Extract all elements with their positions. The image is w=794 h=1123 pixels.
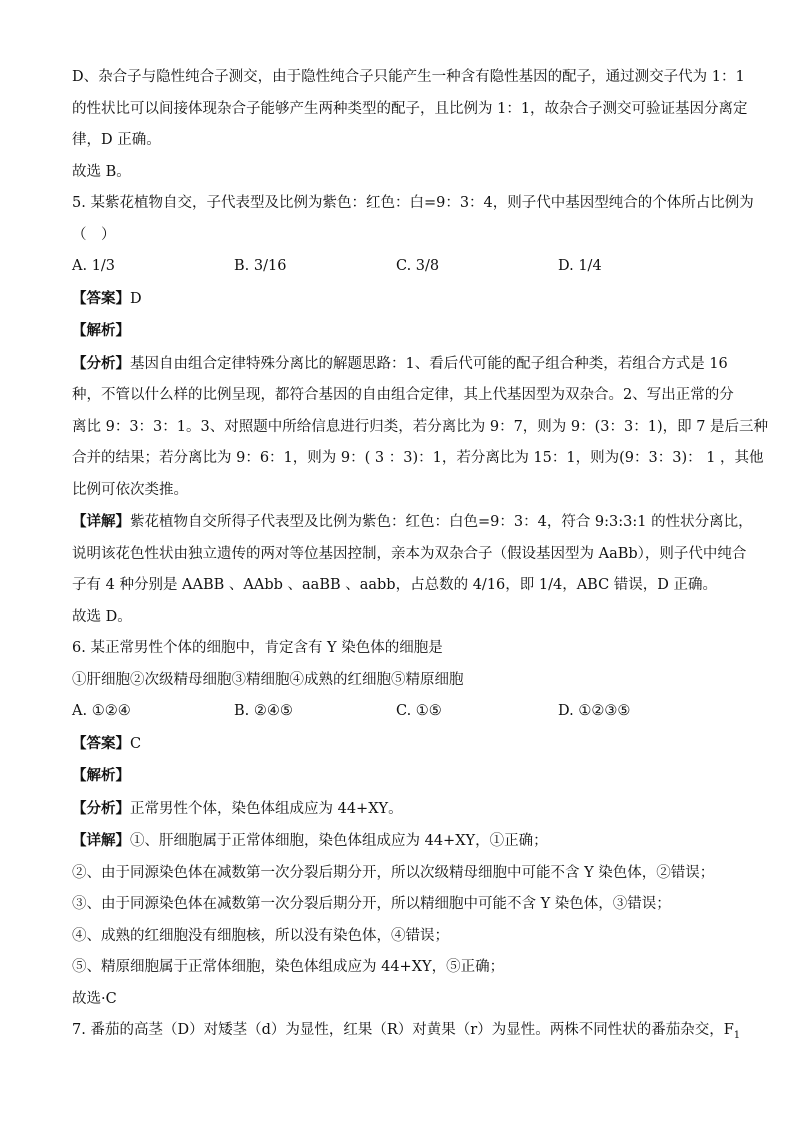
q4-option-d-line-3: 律，D 正确。 xyxy=(72,132,161,148)
q6-stem-line-2: ①肝细胞②次级精母细胞③精细胞④成熟的红细胞⑤精原细胞 xyxy=(72,671,464,688)
q5-option-c: C. 3/8 xyxy=(396,258,440,274)
q6-xiangjie-line-4: ④、成熟的红细胞没有细胞核，所以没有染色体，④错误； xyxy=(72,927,449,944)
q6-answer xyxy=(72,728,722,761)
xiangjie-text: 紫花植物自交所得子代表型及比例为紫色：红色：白色=9：3：4，符合 9:3:3:1 的性状分离比， xyxy=(130,514,753,530)
q6-stem-line-1: 6. 某正常男性个体的细胞中，肯定含有 Y 染色体的细胞是 xyxy=(72,640,443,656)
fenxi-text: 正常男性个体，染色体组成应为 44+XY。 xyxy=(130,800,403,817)
q6-xiangjie-line-3: ③、由于同源染色体在减数第一次分裂后期分开，所以精细胞中可能不含 Y 染色体，③错误； xyxy=(72,896,671,912)
q5-xiangjie-line-2: 说明该花色性状由独立遗传的两对等位基因控制，亲本为双杂合子（假设基因型为 AaBb），则子代中纯合 xyxy=(72,545,747,562)
xiangjie-tag: 【详解】 xyxy=(72,832,130,849)
q6-option-d: D. ①②③⑤ xyxy=(558,703,631,719)
q6-fenxi-line-1 xyxy=(72,793,722,826)
answer-value: D xyxy=(130,290,142,307)
q6-option-b: B. ②④⑤ xyxy=(234,703,293,719)
q5-jiexi xyxy=(72,315,722,348)
fenxi-text: 基因自由组合定律特殊分离比的解题思路：1、看后代可能的配子组合种类，若组合方式是 16 xyxy=(130,355,728,372)
q5-fenxi-line-4: 合并的结果；若分离比为 9：6：1，则为 9：( 3 ：3)：1，若分离比为 15：1，则为(9：3：3)： 1 ，其他 xyxy=(72,450,764,466)
q4-choose: 故选 B。 xyxy=(72,163,131,180)
q5-options xyxy=(72,251,722,283)
q6-choose: 故选·C xyxy=(72,990,117,1007)
q5-fenxi-line-2: 种，不管以什么样的比例呈现，都符合基因的自由组合定律，其上代基因型为双杂合。2、写出正常的分 xyxy=(72,387,734,403)
q6-jiexi xyxy=(72,760,722,793)
jiexi-tag: 【解析】 xyxy=(72,322,130,339)
q5-answer xyxy=(72,283,722,316)
q4-option-d-line-2: 的性状比可以间接体现杂合子能够产生两种类型的配子，且比例为 1：1，故杂合子测交可验证基因分离定 xyxy=(72,100,748,117)
q5-stem-line-1: 5. 某紫花植物自交，子代表型及比例为紫色：红色：白=9：3：4，则子代中基因型纯合的个体所占比例为 xyxy=(72,195,754,211)
q5-xiangjie-line-3: 子有 4 种分别是 AABB 、AAbb 、aaBB 、aabb，占总数的 4/16，即 1/4，ABC 错误，D 正确。 xyxy=(72,577,718,593)
xiangjie-tag: 【详解】 xyxy=(72,513,130,530)
q7-stem-text: 7. 番茄的高茎（D）对矮茎（d）为显性，红果（R）对黄果（r）为显性。两株不同性状的番茄杂交，F xyxy=(72,1022,734,1038)
q5-xiangjie-line-1 xyxy=(72,506,753,539)
q6-options xyxy=(72,696,722,728)
q6-option-c: C. ①⑤ xyxy=(396,703,442,719)
q6-xiangjie-line-2: ②、由于同源染色体在减数第一次分裂后期分开，所以次级精母细胞中可能不含 Y 染色体，②错误； xyxy=(72,864,715,881)
q5-fenxi-line-5: 比例可依次类推。 xyxy=(72,481,188,498)
fenxi-tag: 【分析】 xyxy=(72,799,130,817)
answer-value: C xyxy=(130,735,142,752)
q5-option-a: A. 1/3 xyxy=(72,258,116,274)
q5-stem-line-2: （ ） xyxy=(72,226,116,243)
q5-fenxi-line-3: 离比 9：3：3：1。3、对照题中所给信息进行归类，若分离比为 9：7，则为 9：(3：3：1)，即 7 是后三种 xyxy=(72,418,769,435)
q7-stem-subscript: 1 xyxy=(733,1029,741,1041)
q5-fenxi-line-1 xyxy=(72,348,728,381)
xiangjie-text: ①、肝细胞属于正常体细胞，染色体组成应为 44+XY，①正确； xyxy=(130,833,548,849)
q6-xiangjie-line-1 xyxy=(72,825,722,858)
q5-option-b: B. 3/16 xyxy=(234,258,287,274)
q4-option-d-line-1: D、杂合子与隐性纯合子测交，由于隐性纯合子只能产生一种含有隐性基因的配子，通过测交子代为 1：1 xyxy=(72,69,745,85)
document-page xyxy=(72,62,769,1051)
q5-choose: 故选 D。 xyxy=(72,608,132,625)
q6-option-a: A. ①②④ xyxy=(72,703,131,719)
q5-option-d: D. 1/4 xyxy=(558,258,602,274)
q7-stem-line-1 xyxy=(72,1015,741,1051)
answer-tag: 【答案】 xyxy=(72,289,130,307)
q6-xiangjie-line-5: ⑤、精原细胞属于正常体细胞，染色体组成应为 44+XY，⑤正确； xyxy=(72,959,505,975)
answer-tag: 【答案】 xyxy=(72,734,130,752)
jiexi-tag: 【解析】 xyxy=(72,767,130,784)
fenxi-tag: 【分析】 xyxy=(72,354,130,372)
